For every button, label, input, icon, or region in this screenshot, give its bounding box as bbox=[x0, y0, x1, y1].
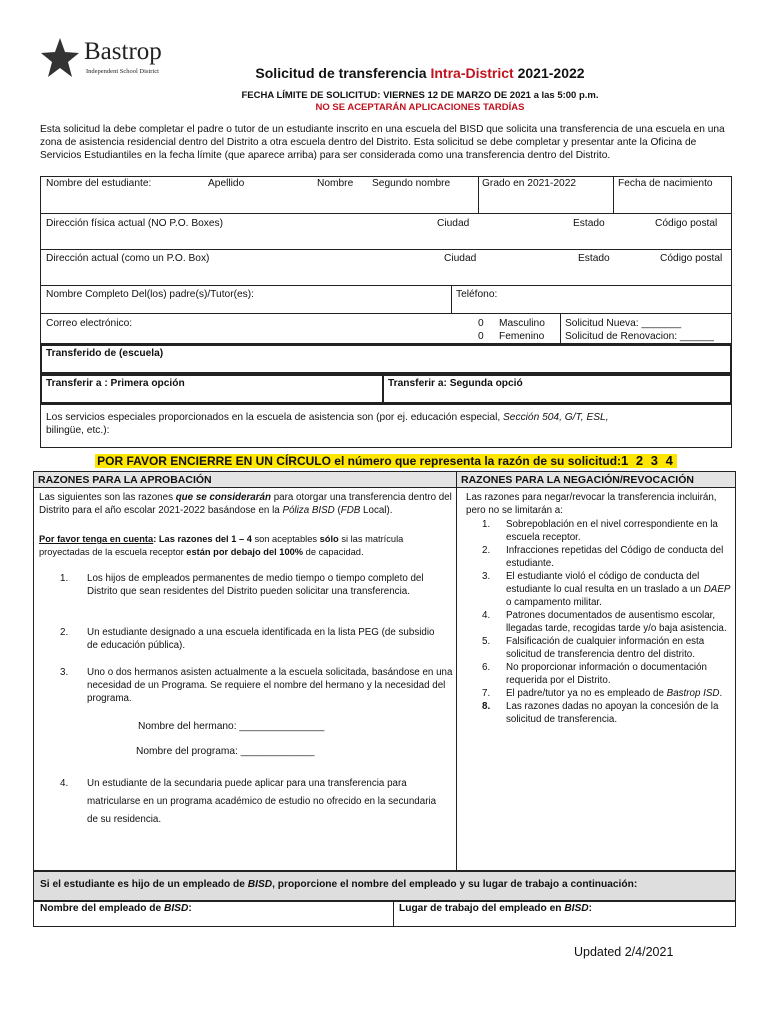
denial-list bbox=[466, 518, 734, 726]
approval-note: Por favor tenga en cuenta: Las razones del 1 – 4 son aceptables sólo si las matrícula proyectadas de la escuela receptor están por debajo del 100% de capacidad. bbox=[39, 534, 404, 557]
deadline: FECHA LÍMITE DE SOLICITUD: VIERNES 12 DE MARZO DE 2021 a las 5:00 p.m. bbox=[241, 90, 599, 101]
female-bullet[interactable]: 0 bbox=[478, 331, 484, 342]
updated-date: Updated 2/4/2021 bbox=[574, 945, 674, 959]
denial-intro: Las razones para negar/revocar la transferencia incluirán, pero no se limitarán a: bbox=[466, 492, 717, 516]
approval-reason-2: 2. Un estudiante designado a una escuela identificada en la lista PEG (de subsidio de educación pública). bbox=[60, 627, 435, 651]
female-option[interactable]: Femenino bbox=[499, 331, 545, 342]
approval-reason-3: 3. Uno o dos hermanos asisten actualmente a la escuela solicitada, basándose en una necesidad de un Programa. Se requiere el nombre del hermano y la necesidad del programa. bbox=[60, 667, 453, 704]
denial-item: 4. Patrones documentados de ausentismo escolar, llegadas tarde, recogidas tarde y/o baja asistencia. bbox=[482, 610, 727, 634]
logo-name: Bastrop bbox=[84, 38, 162, 65]
phone-label: Teléfono: bbox=[456, 289, 498, 300]
form-title: Solicitud de transferencia Intra-District 2021-2022 bbox=[255, 65, 585, 81]
physical-address-label: Dirección física actual (NO P.O. Boxes) bbox=[46, 218, 224, 229]
renewal-request-field[interactable]: Solicitud de Renovacion: ______ bbox=[565, 331, 714, 342]
parents-label: Nombre Completo Del(los) padre(s)/Tutor(es): bbox=[46, 289, 254, 300]
approval-reason-1: 1. Los hijos de empleados permanentes de medio tiempo o tiempo completo del Distrito que sean residentes del Distrito pueden solicitar una transferencia. bbox=[60, 573, 424, 597]
first-name-label: Nombre bbox=[317, 178, 354, 189]
city-label: Ciudad bbox=[437, 218, 470, 229]
approval-intro: Las siguientes son las razones que se considerarán para otorgar una transferencia dentro del Distrito para el año escolar 2021-2022 basándose en la Póliza BISD (FDB Local). bbox=[39, 492, 452, 516]
email-label: Correo electrónico: bbox=[46, 318, 133, 329]
second-choice-label: Transferir a: Segunda opció bbox=[388, 378, 523, 389]
intro-paragraph: Esta solicitud la debe completar el padre o tutor de un estudiante inscrito en una escuela del BISD que solicita una transferencia de una escuela en una zona de asistencia residencial dentro del Distrito a otra escuela dentro del Distrito. Esta solicitud se debe completar y presentar ante la Oficina de Servicios Estudiantiles en la fecha límite (que aparece arriba) para ser considerada como una transferencia dentro del Distrito. bbox=[40, 124, 725, 161]
zip-label: Código postal bbox=[655, 218, 718, 229]
mailing-address-label: Dirección actual (como un P.O. Box) bbox=[46, 253, 210, 264]
grade-label: Grado en 2021-2022 bbox=[482, 178, 577, 189]
employee-name-field[interactable]: Nombre del empleado de BISD: bbox=[40, 903, 192, 914]
employee-instruction: Si el estudiante es hijo de un empleado de BISD, proporcione el nombre del empleado y su lugar de trabajo a continuación: bbox=[33, 871, 736, 901]
dob-label: Fecha de nacimiento bbox=[618, 178, 713, 189]
approval-reason-4: 4. Un estudiante de la secundaria puede aplicar para una transferencia para matricularse en un programa académico de estudio no ofrecido en la secundaria de su residencia. bbox=[60, 778, 437, 825]
male-bullet[interactable]: 0 bbox=[478, 318, 484, 329]
denial-item: 7. El padre/tutor ya no es empleado de Bastrop ISD. bbox=[482, 688, 723, 699]
zip-label-2: Código postal bbox=[660, 253, 723, 264]
denial-item: 2. Infracciones repetidas del Código de conducta del estudiante. bbox=[482, 545, 724, 569]
denial-item: 5. Falsificación de cualquier información en esta solicitud de transferencia dentro del distrito. bbox=[482, 636, 705, 660]
circle-instruction: POR FAVOR ENCIERRE EN UN CÍRCULO el número que representa la razón de su solicitud:1 2 3 4 bbox=[97, 453, 675, 468]
middle-name-label: Segundo nombre bbox=[372, 178, 451, 189]
male-option[interactable]: Masculino bbox=[499, 318, 545, 329]
denial-item: 8. Las razones dadas no apoyan la concesión de la solicitud de transferencia. bbox=[482, 701, 719, 725]
denial-item: 1. Sobrepoblación en el nivel correspondiente en la escuela receptor. bbox=[482, 519, 718, 543]
denial-item: 6. No proporcionar información o documentación requerida por el Distrito. bbox=[482, 662, 707, 686]
city-label-2: Ciudad bbox=[444, 253, 477, 264]
approval-heading: RAZONES PARA LA APROBACIÓN bbox=[33, 471, 457, 488]
student-name-label: Nombre del estudiante: bbox=[46, 178, 152, 189]
special-services-label: Los servicios especiales proporcionados en la escuela de asistencia son (por ej. educación especial, Sección 504, G/T, ESL, bilingüe, etc.): bbox=[46, 412, 609, 436]
state-label-2: Estado bbox=[578, 253, 610, 264]
logo-subtitle: Independent School District bbox=[86, 68, 159, 75]
from-school-label: Transferido de (escuela) bbox=[46, 348, 164, 359]
employee-workplace-field[interactable]: Lugar de trabajo del empleado en BISD: bbox=[399, 903, 593, 914]
state-label: Estado bbox=[573, 218, 605, 229]
new-request-field[interactable]: Solicitud Nueva: _______ bbox=[565, 318, 682, 329]
program-name-field[interactable]: Nombre del programa: _____________ bbox=[136, 746, 315, 757]
sibling-name-field[interactable]: Nombre del hermano: _______________ bbox=[138, 721, 325, 732]
no-late-notice: NO SE ACEPTARÁN APLICACIONES TARDÍAS bbox=[315, 102, 525, 113]
denial-heading: RAZONES PARA LA NEGACIÓN/REVOCACIÓN bbox=[456, 471, 736, 488]
surname-label: Apellido bbox=[208, 178, 245, 189]
denial-item: 3. El estudiante violó el código de conducta del estudiante lo cual resulta en un traslado a un DAEP o campamento militar. bbox=[482, 571, 731, 608]
first-choice-label: Transferir a : Primera opción bbox=[46, 378, 185, 389]
